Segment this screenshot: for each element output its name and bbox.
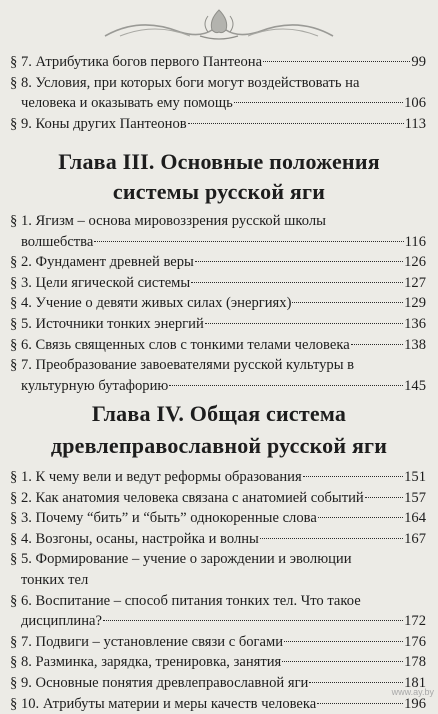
dot-leader: [365, 496, 403, 498]
toc-entry-line: [10, 293, 426, 313]
toc-entry-line: [10, 52, 426, 72]
toc-page-number: 138: [404, 336, 426, 353]
dot-leader: [195, 260, 403, 262]
dot-leader: [169, 384, 403, 386]
toc-entry-text: § 10. Атрибуты материи и меры качеств человека: [10, 695, 317, 712]
toc-page-number: 178: [404, 654, 426, 671]
toc-page-number: 106: [404, 95, 426, 112]
toc-entry-text: § 3. Цели ягической системы: [10, 274, 191, 291]
toc-entry-line: [21, 93, 426, 113]
toc-entry-text: § 7. Преобразование завоевателями русской культуры в: [10, 357, 355, 374]
toc-entry-line: [10, 529, 426, 549]
toc-entry-line: [10, 73, 426, 93]
toc-entry-text: дисциплина?: [21, 613, 102, 630]
toc-entry-text: § 9. Коны других Пантеонов: [10, 115, 187, 132]
chapter-3-title-line-1: Глава III. Основные положения: [58, 149, 380, 174]
toc-entry-line: [10, 632, 426, 652]
toc-entry-line: [10, 694, 426, 714]
toc-entry-line: [21, 611, 426, 631]
toc-entry-text: § 4. Возгоны, осаны, настройка и волны: [10, 530, 259, 547]
toc-entry-line: [10, 314, 426, 334]
toc-entry-text: § 6. Воспитание – способ питания тонких тел. Что такое: [10, 592, 361, 609]
dot-leader: [309, 681, 403, 683]
toc-entry-text: § 1. Ягизм – основа мировоззрения русской школы: [10, 213, 326, 229]
toc-entry-text: § 2. Как анатомия человека связана с анатомией событий: [10, 489, 364, 506]
toc-page-number: 164: [404, 510, 426, 527]
toc-entry-line: [10, 335, 426, 355]
dot-leader: [292, 301, 403, 303]
toc-entry-text: § 8. Разминка, зарядка, тренировка, занятия: [10, 654, 282, 671]
toc-entry-line: [21, 376, 426, 396]
toc-entry-line: [10, 488, 426, 508]
toc-entry-line: [10, 355, 426, 375]
toc-entry-text: волшебства: [21, 233, 94, 250]
toc-entry-text: § 7. Атрибутика богов первого Пантеона: [10, 54, 263, 70]
decorative-lotus-ornament: [100, 6, 338, 44]
toc-page-number: 181: [404, 675, 426, 691]
dot-leader: [318, 516, 403, 518]
toc-entry-line: [21, 232, 426, 252]
toc-entry-text: культурную бутафорию: [21, 377, 169, 394]
dot-leader: [260, 537, 403, 539]
toc-entry-text: § 5. Источники тонких энергий: [10, 316, 204, 332]
toc-entry-text: человека и оказывать ему помощь: [21, 95, 233, 112]
toc-entry-line: [10, 114, 426, 134]
toc-entry-line: [10, 673, 426, 693]
toc-entry-text: § 5. Формирование – учение о зарождении и эволюции: [10, 551, 352, 568]
dot-leader: [191, 281, 403, 283]
dot-leader: [263, 60, 410, 62]
toc-entry-line: [21, 570, 426, 590]
dot-leader: [188, 122, 404, 124]
dot-leader: [351, 343, 403, 345]
dot-leader: [282, 660, 403, 662]
toc-entry-text: § 1. К чему вели и ведут реформы образования: [10, 469, 302, 485]
toc-page-number: 151: [404, 469, 426, 485]
toc-entry-line: [10, 508, 426, 528]
toc-page-number: 116: [404, 233, 426, 250]
toc-page-number: 113: [404, 115, 426, 132]
dot-leader: [234, 101, 403, 103]
chapter-3-title-line-2: системы русской яги: [112, 179, 326, 204]
toc-entry-text: § 3. Почему “бить” и “быть” однокоренные слова: [10, 510, 317, 527]
toc-entry-line: [10, 211, 426, 231]
toc-entry-text: § 7. Подвиги – установление связи с богами: [10, 633, 284, 650]
toc-entry-text: § 9. Основные понятия древлеправославной яги: [10, 675, 309, 691]
toc-page-number: 172: [404, 613, 426, 630]
toc-entry-text: § 2. Фундамент древней веры: [10, 254, 194, 271]
toc-entry-text: § 4. Учение о девяти живых силах (энергиях): [10, 295, 292, 312]
toc-page-number: 99: [411, 54, 426, 70]
toc-page-number: 126: [404, 254, 426, 271]
dot-leader: [303, 475, 403, 477]
dot-leader: [317, 702, 403, 704]
toc-entry-line: [10, 652, 426, 672]
toc-page-number: 196: [404, 695, 426, 712]
dot-leader: [94, 240, 403, 242]
dot-leader: [284, 640, 403, 642]
dot-leader: [205, 322, 403, 324]
chapter-4-title-line-2: древлеправославной русской яги: [50, 433, 388, 458]
toc-entry-line: [10, 549, 426, 569]
toc-page-number: 145: [404, 377, 426, 394]
toc-entry-line: [10, 467, 426, 487]
toc-entry-text: § 6. Связь священных слов с тонкими телами человека: [10, 336, 350, 353]
toc-page-number: 136: [404, 316, 426, 332]
toc-page-number: 157: [404, 489, 426, 506]
watermark: www.ay.by: [391, 687, 434, 697]
toc-entry-line: [10, 273, 426, 293]
toc-entry-text: § 8. Условия, при которых боги могут воздействовать на: [10, 74, 360, 91]
chapter-4-title-line-1: Глава IV. Общая система: [91, 401, 347, 426]
toc-page-number: 129: [404, 295, 426, 312]
toc-page-number: 167: [404, 530, 426, 547]
toc-entry-text: тонких тел: [21, 572, 89, 588]
toc-page-number: 176: [404, 633, 426, 650]
toc-entry-line: [10, 252, 426, 272]
dot-leader: [103, 619, 403, 621]
toc-page-number: 127: [404, 274, 426, 291]
toc-entry-line: [10, 591, 426, 611]
